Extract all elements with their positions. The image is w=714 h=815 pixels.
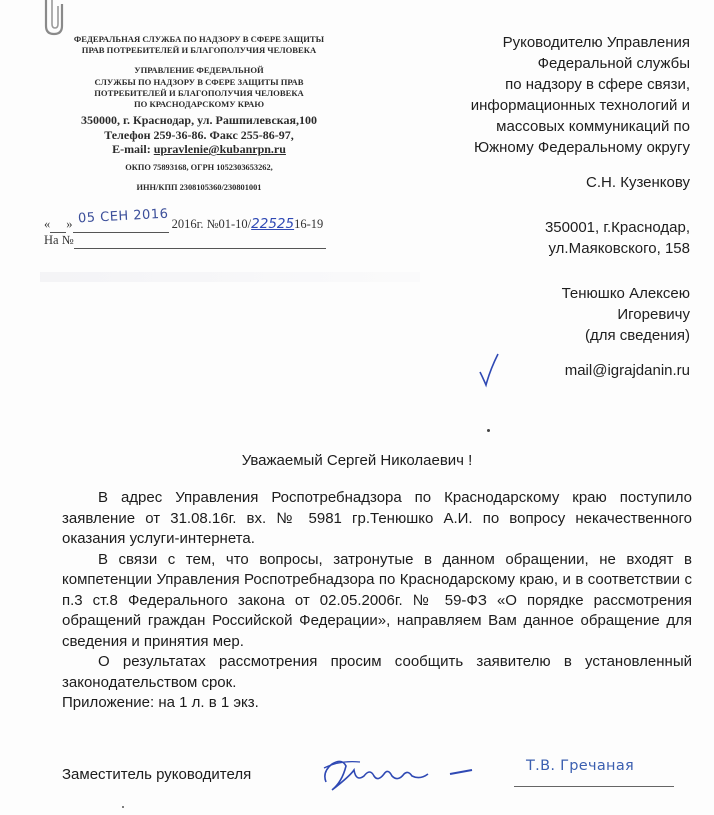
addressee-line: по надзору в сфере связи, <box>505 76 690 93</box>
bleed-through-shadow <box>40 272 420 282</box>
reply-label: На № <box>44 233 74 247</box>
reply-to-row <box>44 233 374 249</box>
letter-body <box>62 488 692 714</box>
department-line: ПОТРЕБИТЕЛЕЙ И БЛАГОПОЛУЧИЯ ЧЕЛОВЕКА <box>94 87 304 98</box>
addressee-line: информационных технологий и <box>470 97 690 114</box>
inn-kpp: ИНН/КПП 2308105360/230801001 <box>136 182 262 192</box>
addressee-address: 350001, г.Краснодар, <box>544 219 690 236</box>
addressee-block <box>390 32 690 381</box>
addressee-line: Южному Федеральному округу <box>473 139 690 156</box>
paragraph: О результатах рассмотрения просим сообщить заявителю в установленный законодательством срок. <box>62 653 692 691</box>
annex-line: Приложение: на 1 л. в 1 экз. <box>62 694 259 711</box>
addressee-name: С.Н. Кузенкову <box>586 174 690 191</box>
department-line: УПРАВЛЕНИЕ ФЕДЕРАЛЬНОЙ <box>134 65 264 76</box>
name-stamp: Т.В. Гречаная <box>526 758 635 774</box>
department-line: ПО КРАСНОДАРСКОМУ КРАЮ <box>133 99 265 110</box>
department-name <box>44 65 354 110</box>
copy-note: (для сведения) <box>585 327 690 344</box>
signature-line <box>514 786 674 787</box>
okpo-ogrn: ОКПО 75893168, ОГРН 1052303653262, <box>125 162 273 172</box>
open-quote: « <box>44 217 51 231</box>
date-stamp: 05 СЕН 2016 <box>77 206 169 227</box>
sender-email-row <box>44 142 354 157</box>
registration-block <box>44 206 374 249</box>
ink-dot <box>122 806 124 808</box>
agency-line: ФЕДЕРАЛЬНАЯ СЛУЖБА ПО НАДЗОРУ В СФЕРЕ ЗАЩИТЫ <box>73 34 325 44</box>
number-suffix: 16-19 <box>294 217 324 231</box>
email-label: E-mail: <box>112 142 154 157</box>
sender-address: 350000, г. Краснодар, ул. Рашпилевская,100 <box>80 113 318 128</box>
sender-phone: Телефон 259-36-86. Факс 255-86-97, <box>104 127 294 142</box>
signer-title: Заместитель руководителя <box>62 766 252 783</box>
paperclip-icon <box>38 0 78 38</box>
year-number-text: 2016г. №01-10/ <box>171 217 252 231</box>
copy-recipient-name: Тенюшко Алексею <box>561 285 690 302</box>
handwritten-check-icon <box>478 352 500 388</box>
agency-line: ПРАВ ПОТРЕБИТЕЛЕЙ И БЛАГОПОЛУЧИЯ ЧЕЛОВЕКА <box>81 45 317 56</box>
spacer <box>390 346 690 360</box>
salutation: Уважаемый Сергей Николаевич ! <box>241 452 473 469</box>
reply-blank <box>74 233 326 249</box>
agency-name <box>44 34 354 56</box>
paragraph: В адрес Управления Роспотребнадзора по Краснодарскому краю поступило заявление от 31.08.16г. вх. № 5981 гр.Тенюшко А.И. по вопросу некачественного оказания услуги-интернета. <box>62 489 692 547</box>
close-quote: » <box>66 217 73 231</box>
outgoing-number-row <box>44 206 374 233</box>
addressee-line: Федеральной службы <box>537 55 690 72</box>
sender-header <box>44 34 354 202</box>
sender-email-link[interactable]: upravlenie@kubanrpn.ru <box>153 142 286 157</box>
copy-recipient-name: Игоревичу <box>617 306 690 323</box>
spacer <box>390 259 690 283</box>
spacer <box>390 158 690 172</box>
paragraph: В связи с тем, что вопросы, затронутые в данном обращении, не входят в компетенции Управления Роспотребнадзора по Краснодарскому краю, и в соответствии с п.3 ст.8 Федерального закона от 02.05.2006г. № 59-ФЗ «О порядке рассмотрения обращений граждан Российской Федерации», направляем Вам данное обращение для сведения и принятия мер. <box>62 550 692 650</box>
addressee-line: Руководителю Управления <box>502 34 690 51</box>
copy-email[interactable]: mail@igrajdanin.ru <box>564 362 690 379</box>
handwritten-signature <box>320 752 490 796</box>
registration-ids <box>44 162 354 194</box>
addressee-address: ул.Маяковского, 158 <box>548 240 690 257</box>
handwritten-number: 22525 <box>251 216 295 232</box>
ink-dot <box>487 429 490 432</box>
department-line: СЛУЖБЫ ПО НАДЗОРУ В СФЕРЕ ЗАЩИТЫ ПРАВ <box>94 76 304 87</box>
spacer <box>390 193 690 217</box>
addressee-line: массовых коммуникаций по <box>496 118 690 135</box>
copy-email-row <box>390 360 690 381</box>
day-blank <box>50 217 66 233</box>
